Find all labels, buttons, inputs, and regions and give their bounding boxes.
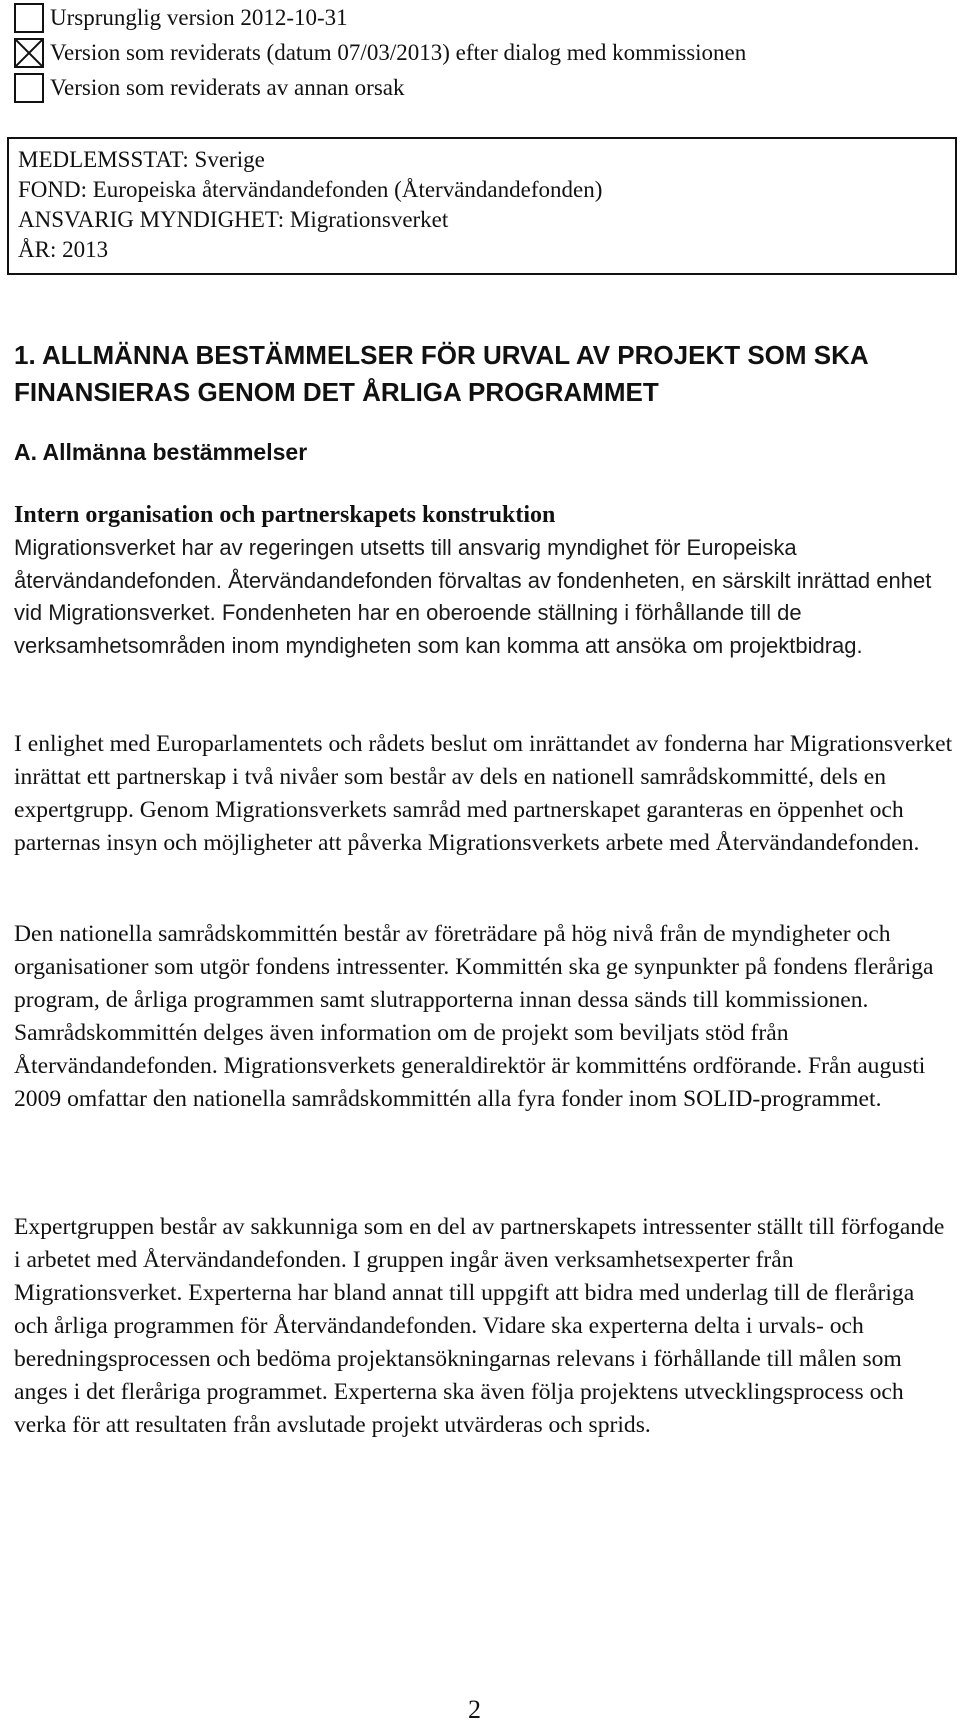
checkbox-revised-other-reason[interactable] [14, 73, 44, 103]
paragraph-heading: Intern organisation och partnerskapets konstruktion [14, 502, 556, 528]
checkbox-label: Version som reviderats av annan orsak [50, 75, 405, 100]
member-state-line: MEDLEMSSTAT: Sverige [18, 147, 265, 172]
paragraph: I enlighet med Europarlamentets och rådets beslut om inrättandet av fonderna har Migrationsverket inrättat ett partnerskap i två nivåer som består av dels en nationell samrådskommitté, dels en expertgrupp. Genom Migrationsverkets samråd med partnerskapet garanteras en öppenhet och parternas insyn och möjligheter att påverka Migrationsverkets arbete med Återvändandefonden. [14, 731, 953, 856]
subsection-title: A. Allmänna bestämmelser [14, 439, 308, 465]
checkbox-row-revised-other [14, 71, 404, 105]
paragraph: Den nationella samrådskommittén består av företrädare på hög nivå från de myndigheter och organisationer som utgör fondens intressenter. Kommittén ska ge synpunkter på fondens fleråriga program, de årliga programmen samt slutrapporterna innan dessa sänds till kommissionen. Samrådskommittén delges även information om de projekt som beviljats stöd från Återvändandefonden. Migrationsverkets generaldirektör är kommitténs ordförande. Från augusti 2009 omfattar den nationella samrådskommittén alla fyra fonder inom SOLID-programmet. [14, 921, 934, 1112]
checkbox-label: Version som reviderats (datum 07/03/2013) efter dialog med kommissionen [50, 40, 747, 65]
page-number: 2 [468, 1695, 481, 1724]
checkbox-row-revised-commission [14, 36, 746, 70]
checkbox-revised-after-dialog[interactable] [14, 38, 44, 68]
authority-line: ANSVARIG MYNDIGHET: Migrationsverket [18, 207, 449, 232]
checkbox-row-original [14, 1, 348, 35]
checkmark-cross-icon [16, 40, 42, 66]
checkbox-label: Ursprunglig version 2012-10-31 [50, 5, 348, 30]
paragraph: Migrationsverket har av regeringen utsetts till ansvarig myndighet för Europeiska återvändandefonden. Återvändandefonden förvaltas av fondenheten, en särskilt inrättad enhet vid Migrationsverket. Fondenheten har en oberoende ställning i förhållande till de verksamhetsområden inom myndigheten som kan komma att ansöka om projektbidrag. [14, 535, 932, 658]
checkbox-original-version[interactable] [14, 3, 44, 33]
paragraph: Expertgruppen består av sakkunniga som en del av partnerskapets intressenter ställt till förfogande i arbetet med Återvändandefonden. I gruppen ingår även verksamhetsexperter från Migrationsverket. Experterna har bland annat till uppgift att bidra med underlag till de fleråriga och årliga programmen för Återvändandefonden. Vidare ska experterna delta i urvals- och beredningsprocessen och bedöma projektansökningarnas relevans i förhållande till målen som anges i det fleråriga programmet. Experterna ska även följa projektens utvecklingsprocess och verka för att resultaten från avslutade projekt utvärderas och sprids. [14, 1214, 945, 1438]
fund-line: FOND: Europeiska återvändandefonden (Återvändandefonden) [18, 177, 603, 202]
fund-info-box [7, 137, 957, 275]
year-line: ÅR: 2013 [18, 237, 109, 262]
section-title: 1. ALLMÄNNA BESTÄMMELSER FÖR URVAL AV PROJEKT SOM SKA FINANSIERAS GENOM DET ÅRLIGA PROGRAMMET [14, 340, 868, 407]
